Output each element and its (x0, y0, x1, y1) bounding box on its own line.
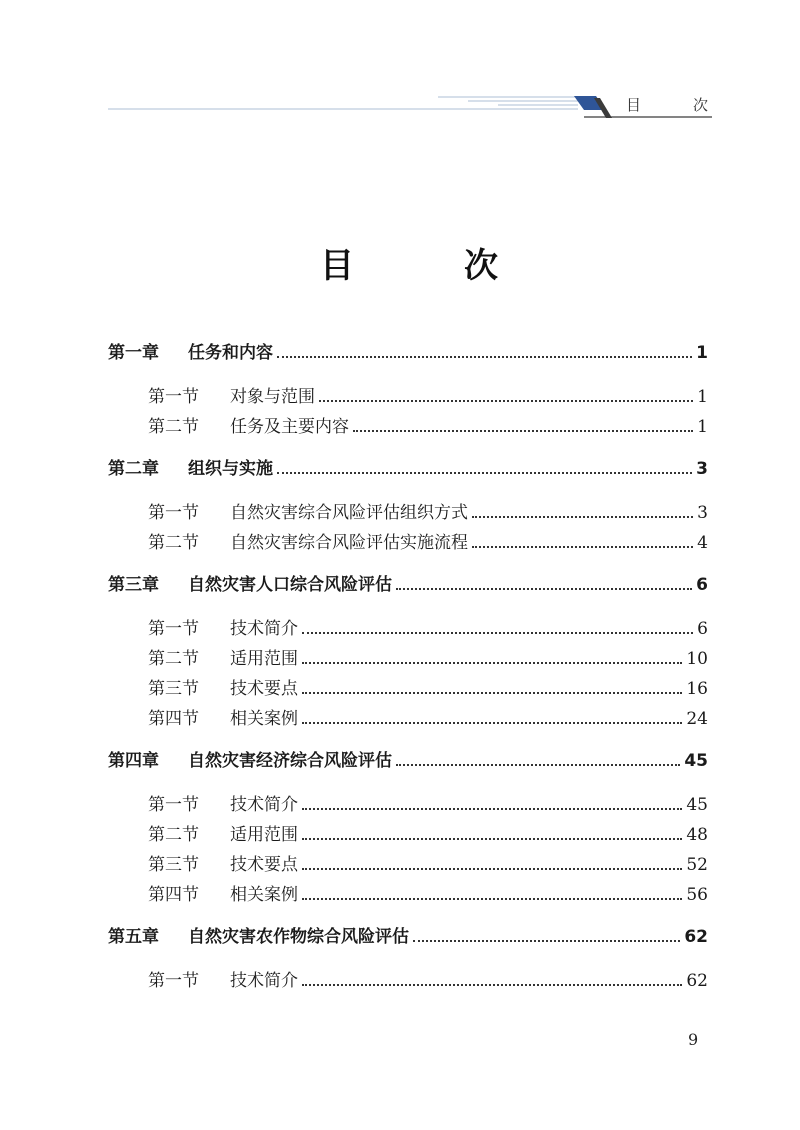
section-number: 第三节 (148, 855, 199, 875)
section-title: 技术简介 (230, 795, 298, 815)
toc-section-entry[interactable] (108, 614, 708, 644)
dot-leader (277, 355, 692, 358)
section-title: 对象与范围 (230, 387, 315, 407)
toc-chapter-entry[interactable] (108, 454, 708, 484)
section-title: 任务及主要内容 (230, 417, 349, 437)
dot-leader (302, 807, 682, 810)
chapter-page: 6 (696, 575, 708, 595)
toc-chapter-entry[interactable] (108, 922, 708, 952)
section-title: 技术简介 (230, 619, 298, 639)
toc-section-entry[interactable] (108, 850, 708, 880)
section-title: 相关案例 (230, 885, 298, 905)
section-title: 自然灾害综合风险评估实施流程 (230, 533, 468, 553)
section-page: 62 (686, 971, 708, 991)
chapter-number: 第一章 (108, 343, 159, 363)
toc-section-entry[interactable] (108, 498, 708, 528)
toc-section-entry[interactable] (108, 790, 708, 820)
section-page: 16 (686, 679, 708, 699)
dot-leader (319, 399, 693, 402)
running-header (108, 84, 712, 124)
section-page: 48 (686, 825, 708, 845)
section-title: 适用范围 (230, 649, 298, 669)
toc-section-entry[interactable] (108, 644, 708, 674)
dot-leader (302, 661, 682, 664)
section-number: 第二节 (148, 825, 199, 845)
page-title (320, 238, 498, 287)
dot-leader (302, 897, 682, 900)
chapter-title: 任务和内容 (188, 343, 273, 363)
chapter-title: 自然灾害人口综合风险评估 (188, 575, 392, 595)
spacer (108, 368, 708, 382)
section-number: 第三节 (148, 679, 199, 699)
section-title: 相关案例 (230, 709, 298, 729)
toc-chapter-entry[interactable] (108, 746, 708, 776)
chapter-number: 第二章 (108, 459, 159, 479)
spacer (108, 952, 708, 966)
spacer (108, 776, 708, 790)
section-number: 第二节 (148, 533, 199, 553)
section-number: 第一节 (148, 503, 199, 523)
dot-leader (302, 867, 682, 870)
chapter-number: 第三章 (108, 575, 159, 595)
header-title-right: 次 (692, 96, 708, 114)
chapter-title: 组织与实施 (188, 459, 273, 479)
section-page: 10 (686, 649, 708, 669)
chapter-page: 1 (696, 343, 708, 363)
dot-leader (277, 471, 692, 474)
section-title: 自然灾害综合风险评估组织方式 (230, 503, 468, 523)
section-page: 6 (697, 619, 708, 639)
spacer (108, 442, 708, 446)
chapter-title: 自然灾害经济综合风险评估 (188, 751, 392, 771)
chapter-page: 45 (684, 751, 708, 771)
dot-leader (396, 587, 692, 590)
chapter-page: 3 (696, 459, 708, 479)
dot-leader (302, 631, 693, 634)
page-number: 9 (688, 1030, 699, 1049)
section-number: 第一节 (148, 795, 199, 815)
dot-leader (302, 721, 682, 724)
section-number: 第二节 (148, 649, 199, 669)
page-title-left: 目 (320, 246, 354, 286)
section-page: 24 (686, 709, 708, 729)
toc-chapter-entry[interactable] (108, 570, 708, 600)
toc-section-entry[interactable] (108, 704, 708, 734)
dot-leader (302, 983, 682, 986)
section-number: 第一节 (148, 619, 199, 639)
spacer (108, 558, 708, 562)
toc-section-entry[interactable] (108, 966, 708, 996)
section-page: 56 (686, 885, 708, 905)
dot-leader (302, 691, 682, 694)
toc-section-entry[interactable] (108, 820, 708, 850)
section-number: 第一节 (148, 387, 199, 407)
section-title: 技术要点 (230, 679, 298, 699)
page-title-right: 次 (464, 246, 498, 286)
dot-leader (472, 545, 693, 548)
spacer (108, 600, 708, 614)
section-title: 适用范围 (230, 825, 298, 845)
dot-leader (396, 763, 680, 766)
toc-section-entry[interactable] (108, 528, 708, 558)
section-page: 52 (686, 855, 708, 875)
dot-leader (353, 429, 693, 432)
section-title: 技术简介 (230, 971, 298, 991)
dot-leader (413, 939, 680, 942)
section-number: 第四节 (148, 885, 199, 905)
header-title-left: 目 (626, 96, 642, 114)
chapter-page: 62 (684, 927, 708, 947)
chapter-title: 自然灾害农作物综合风险评估 (188, 927, 409, 947)
section-number: 第二节 (148, 417, 199, 437)
dot-leader (302, 837, 682, 840)
header-decoration (108, 84, 712, 124)
section-number: 第四节 (148, 709, 199, 729)
dot-leader (472, 515, 693, 518)
header-title (626, 94, 708, 115)
toc-section-entry[interactable] (108, 674, 708, 704)
section-number: 第一节 (148, 971, 199, 991)
spacer (108, 484, 708, 498)
section-page: 1 (697, 417, 708, 437)
section-title: 技术要点 (230, 855, 298, 875)
spacer (108, 910, 708, 914)
toc-chapter-entry[interactable] (108, 338, 708, 368)
spacer (108, 734, 708, 738)
section-page: 1 (697, 387, 708, 407)
chapter-number: 第五章 (108, 927, 159, 947)
table-of-contents (108, 330, 708, 1000)
chapter-number: 第四章 (108, 751, 159, 771)
section-page: 45 (686, 795, 708, 815)
section-page: 3 (697, 503, 708, 523)
toc-section-entry[interactable] (108, 880, 708, 910)
section-page: 4 (697, 533, 708, 553)
spacer (108, 996, 708, 1000)
toc-section-entry[interactable] (108, 382, 708, 412)
toc-section-entry[interactable] (108, 412, 708, 442)
